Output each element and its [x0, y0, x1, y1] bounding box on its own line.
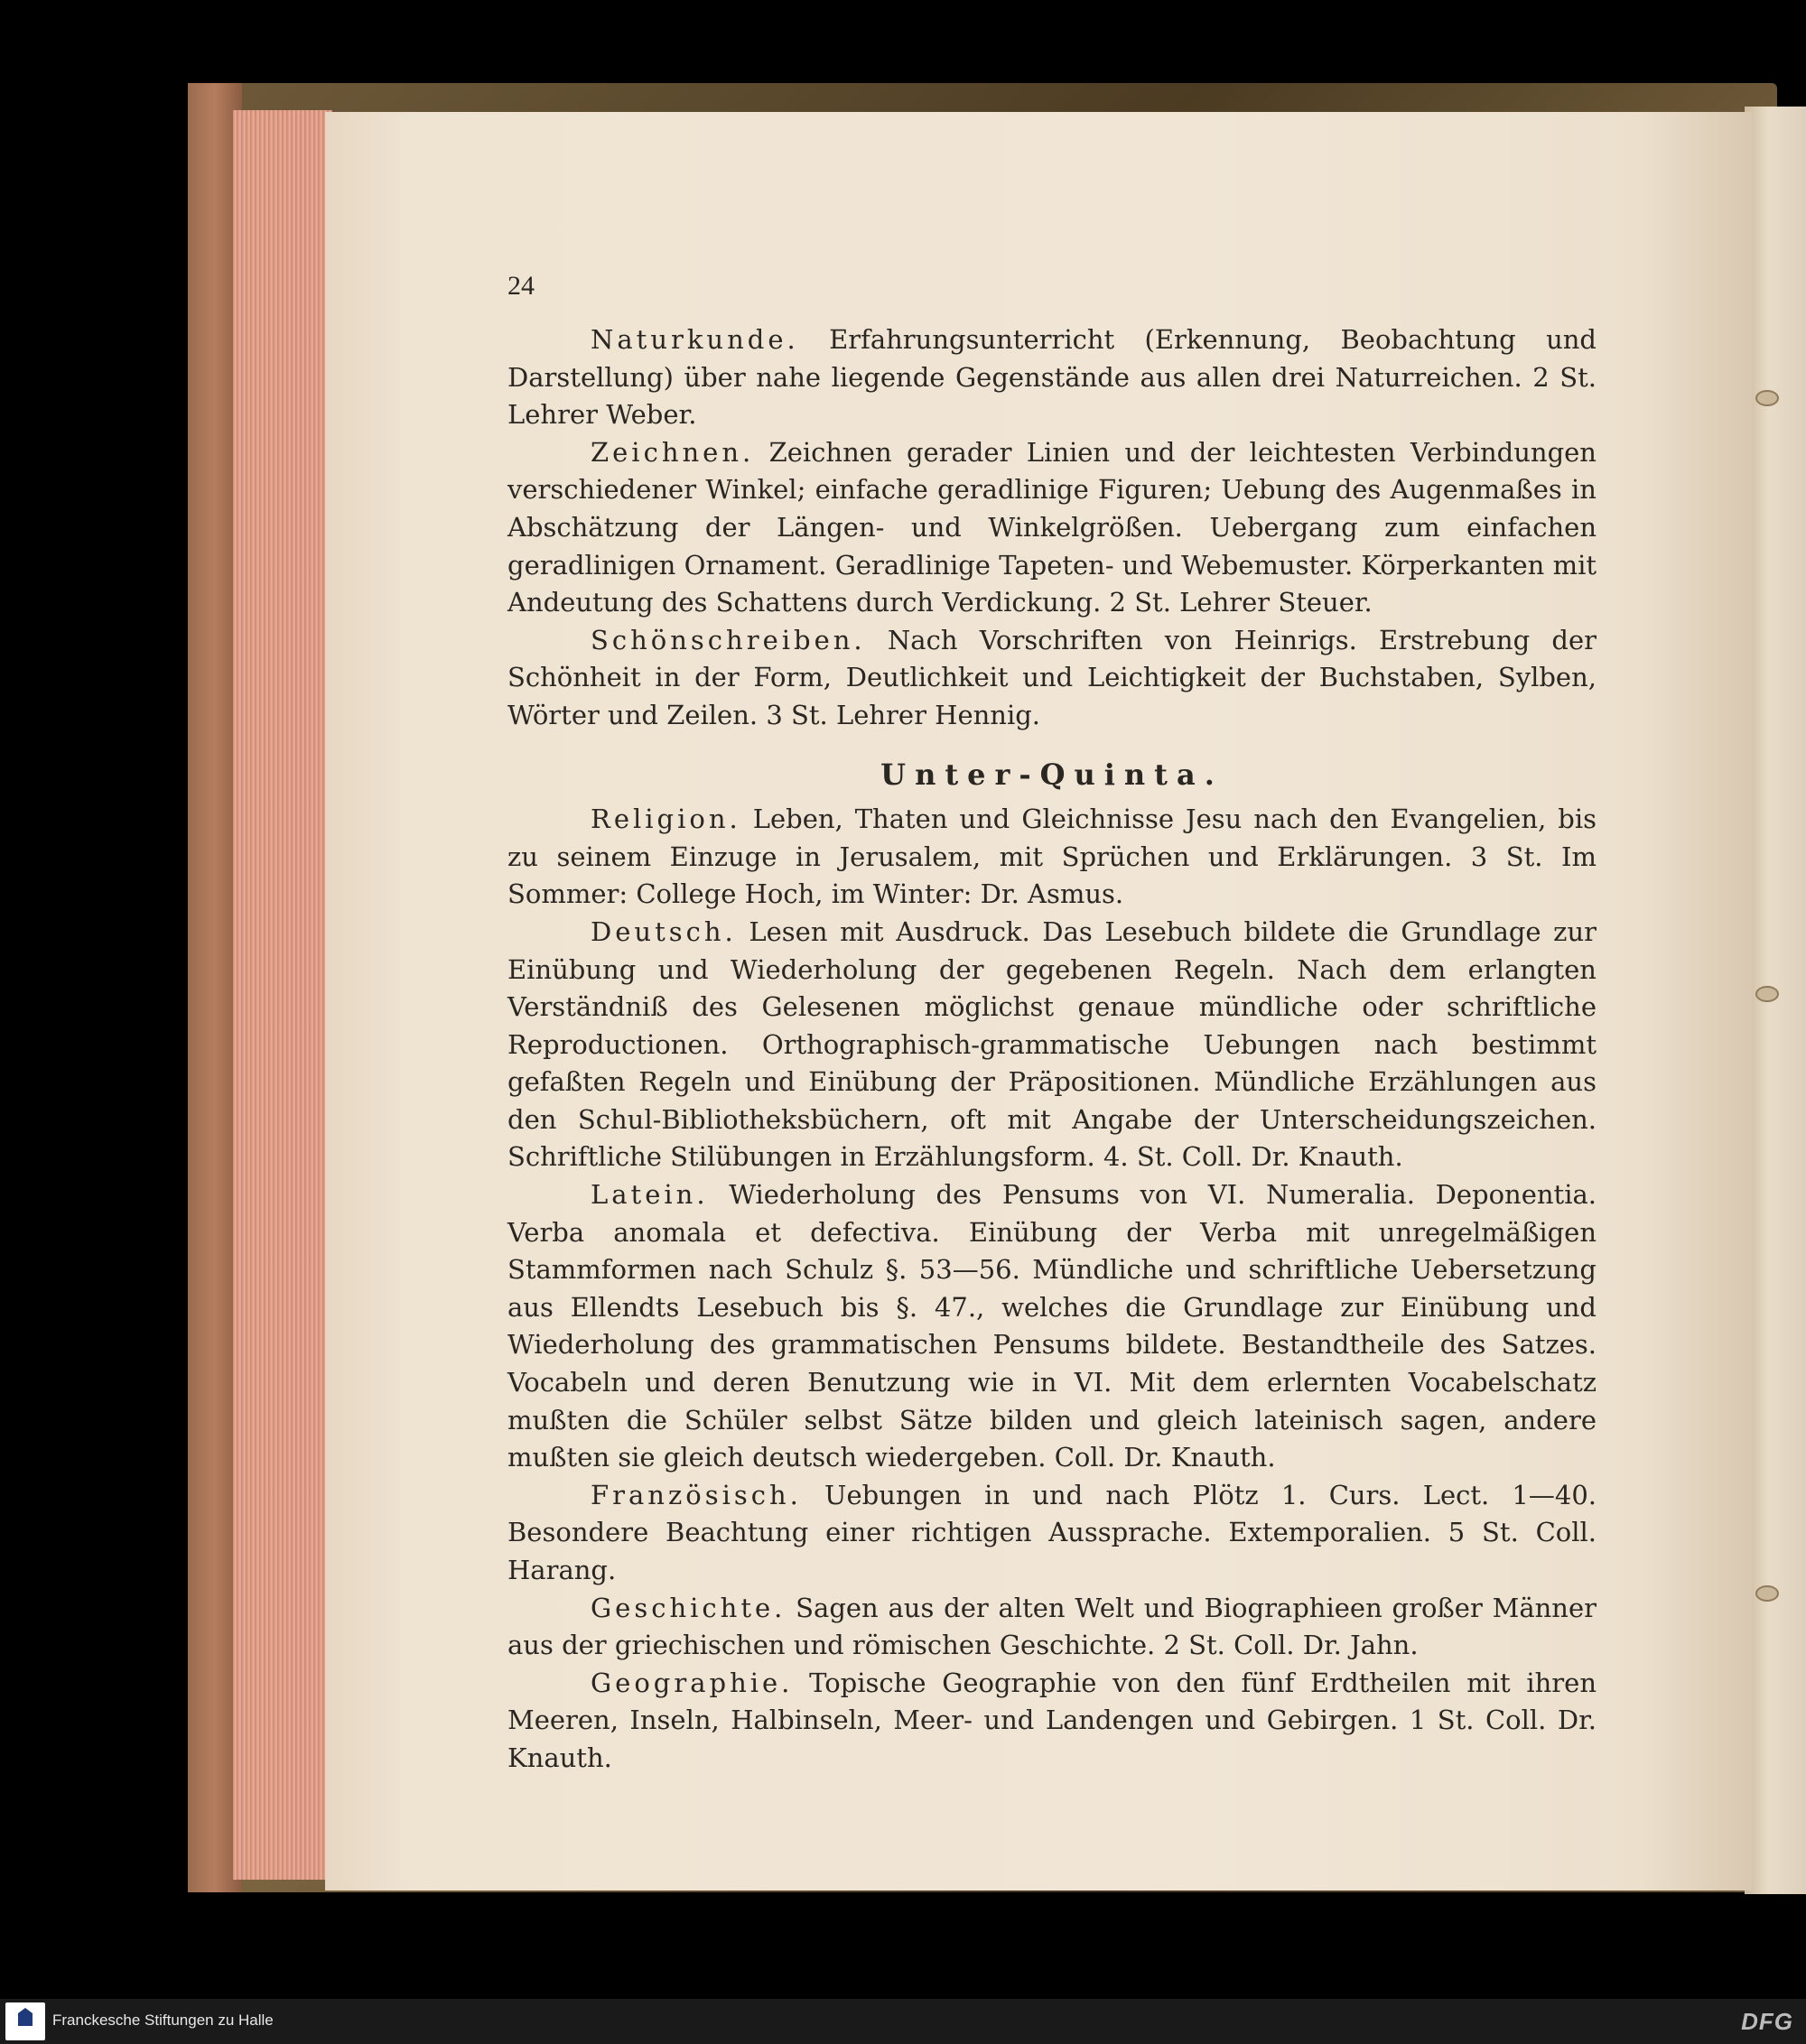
subject-description: Lesen mit Ausdruck. Das Lesebuch bildete die Grundlage zur Einübung und Wiederholung der gegebenen Regeln. Nach dem erlangten Verständniß des Gelesenen möglichst genaue mündliche oder schriftliche Reproductionen. Orthographisch-grammatische Uebungen nach bestimmt gefaßten Regeln und Einübung der Präpositionen. Mündliche Erzählungen aus den Schul-Bibliotheksbüchern, oft mit Angabe der Unterscheidungszeichen. Schriftliche Stilübungen in Erzählungsform. 4. St. Coll. Dr. Knauth.	[507, 915, 1597, 1173]
subject-description: Erfahrungsunterricht (Erkennung, Beobachtung und Darstellung) über nahe liegende Gegenstände aus allen drei Naturreichen. 2 St. Lehrer Weber.	[507, 324, 1597, 431]
subject-paragraph	[507, 801, 1597, 914]
subject-paragraph	[507, 1590, 1597, 1665]
subject-name: Deutsch.	[591, 915, 737, 947]
subject-description: Wiederholung des Pensums von VI. Numeralia. Deponentia. Verba anomala et defectiva. Einübung der Verba mit unregelmäßigen Stammformen nach Schulz §. 53—56. Mündliche und schriftliche Uebersetzung aus Ellendts Lesebuch bis §. 47., welches die Grundlage zur Einübung und Wiederholung des grammatischen Pensums bildete. Bestandtheile des Satzes. Vocabeln und deren Benutzung wie in VI. Mit dem erlernten Vocabelschatz mußten die Schüler selbst Sätze bilden und gleich lateinisch sagen, andere mußten sie gleich deutsch wiedergeben. Coll. Dr. Knauth.	[507, 1179, 1597, 1473]
subject-paragraph	[507, 321, 1597, 434]
subject-name: Religion.	[591, 804, 741, 835]
binding-thread	[1755, 986, 1779, 1002]
subject-paragraph	[507, 622, 1597, 735]
section-heading: Unter-Quinta.	[880, 757, 1224, 792]
subject-description: Sagen aus der alten Welt und Biographieen großer Männer aus der griechischen und römischen Geschichte. 2 St. Coll. Dr. Jahn.	[507, 1592, 1597, 1661]
subject-description: Nach Vorschriften von Heinrigs. Erstrebung der Schönheit in der Form, Deutlichkeit und Leichtigkeit der Buchstaben, Sylben, Wörter und Zeilen. 3 St. Lehrer Hennig.	[507, 624, 1597, 730]
facing-page-edge	[1745, 107, 1806, 1894]
subject-paragraph	[507, 1176, 1597, 1477]
page-number: 24	[507, 271, 535, 301]
subject-name: Französisch.	[591, 1479, 802, 1510]
francke-foundation-logo-icon[interactable]	[5, 2002, 45, 2040]
subject-name: Geschichte.	[591, 1592, 787, 1623]
subject-paragraph	[507, 1477, 1597, 1590]
viewer-footer	[0, 1999, 1806, 2044]
binding-thread	[1755, 1585, 1779, 1602]
page-edges	[233, 110, 332, 1880]
subject-paragraph	[507, 1665, 1597, 1778]
binding-thread	[1755, 390, 1779, 406]
subject-name: Schönschreiben.	[591, 624, 866, 655]
subject-description: Uebungen in und nach Plötz 1. Curs. Lect. 1—40. Besondere Beachtung einer richtigen Aussprache. Extemporalien. 5 St. Coll. Harang.	[507, 1479, 1597, 1585]
subject-name: Geographie.	[591, 1667, 794, 1698]
subject-paragraph	[507, 434, 1597, 622]
institution-name[interactable]: Franckesche Stiftungen zu Halle	[52, 2011, 274, 2029]
dfg-logo[interactable]: DFG	[1741, 2008, 1793, 2035]
subject-name: Naturkunde.	[591, 324, 799, 355]
page-text	[507, 321, 1597, 1778]
subject-paragraph	[507, 914, 1597, 1176]
subject-name: Latein.	[591, 1179, 709, 1211]
subject-description: Zeichnen gerader Linien und der leichtesten Verbindungen verschiedener Winkel; einfache geradlinige Figuren; Uebung des Augenmaßes in Abschätzung der Längen- und Winkelgrößen. Uebergang zum einfachen geradlinigen Ornament. Geradlinige Tapeten- und Webemuster. Körperkanten mit Andeutung des Schattens durch Verdickung. 2 St. Lehrer Steuer.	[507, 436, 1597, 618]
subject-name: Zeichnen.	[591, 436, 755, 468]
subject-description: Leben, Thaten und Gleichnisse Jesu nach den Evangelien, bis zu seinem Einzuge in Jerusalem, mit Sprüchen und Erklärungen. 3 St. Im Sommer: College Hoch, im Winter: Dr. Asmus.	[507, 804, 1597, 910]
subject-description: Topische Geographie von den fünf Erdtheilen mit ihren Meeren, Inseln, Halbinseln, Meer- und Landengen und Gebirgen. 1 St. Coll. Dr. Knauth.	[507, 1667, 1597, 1773]
